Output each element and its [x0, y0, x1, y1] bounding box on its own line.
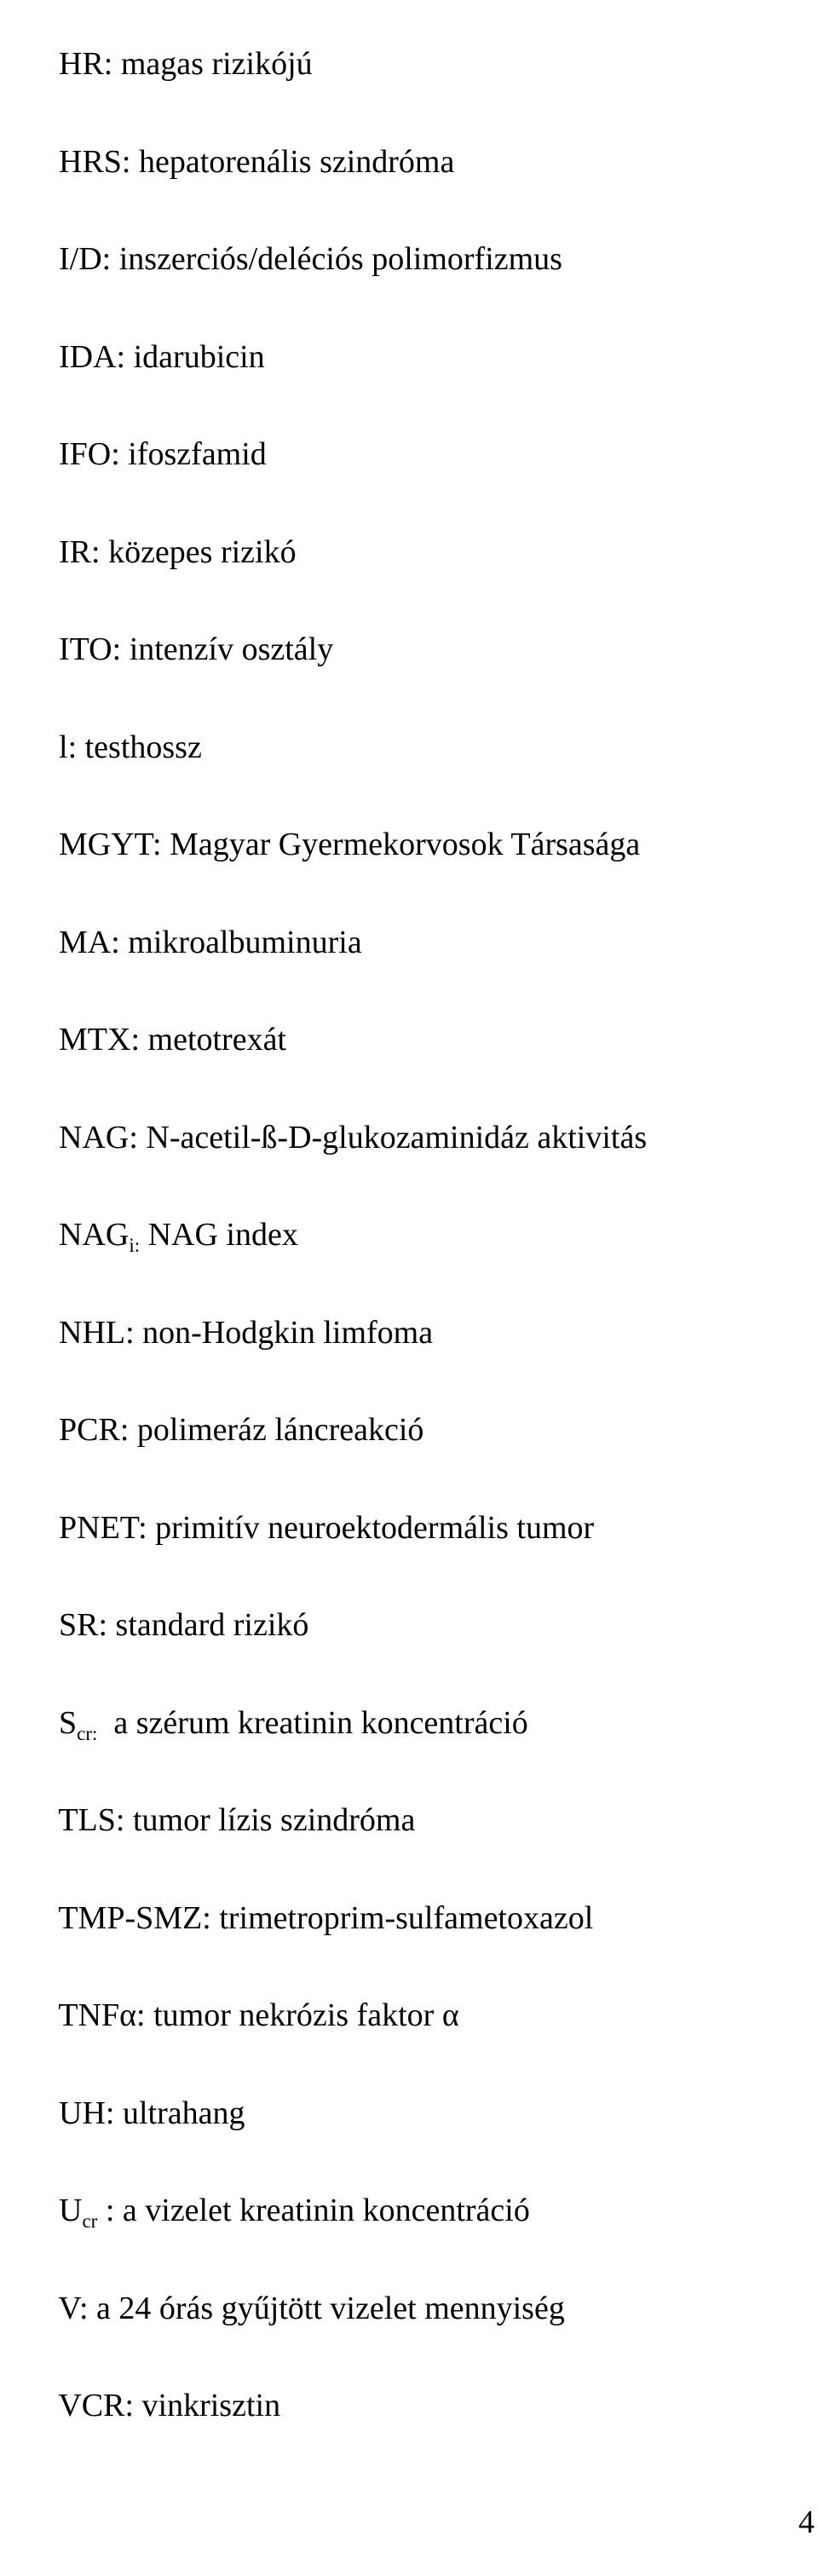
- abbreviation-definition: tumor nekrózis faktor α: [153, 1997, 459, 2033]
- abbreviation-term: UH: [59, 2095, 106, 2131]
- abbreviation-term: VCR: [58, 2388, 125, 2423]
- abbreviation-entry: [10, 488, 297, 570]
- abbreviation-entry: [10, 98, 455, 180]
- abbreviation-definition: mikroalbuminuria: [128, 924, 362, 960]
- abbreviation-term: MA: [59, 924, 112, 960]
- abbreviation-term: S: [59, 1704, 78, 1741]
- abbreviation-term: ITO: [59, 631, 112, 667]
- abbreviation-separator: :: [111, 436, 129, 472]
- abbreviation-entry: [10, 2049, 245, 2131]
- abbreviation-separator: :: [130, 1022, 148, 1057]
- abbreviation-definition: Magyar Gyermekorvosok Társasága: [170, 827, 641, 862]
- abbreviation-subscript: i:: [129, 1235, 141, 1256]
- abbreviation-entry: [10, 1561, 309, 1643]
- abbreviation-entry: [10, 1756, 416, 1838]
- abbreviation-entry: [10, 0, 313, 82]
- abbreviation-entry: [10, 1074, 648, 1155]
- abbreviation-entry: [10, 1366, 424, 1448]
- abbreviation-separator: :: [121, 143, 139, 180]
- abbreviation-term: I/D: [59, 241, 102, 277]
- abbreviation-term: IR: [59, 533, 91, 570]
- abbreviation-separator: :: [129, 1119, 147, 1155]
- abbreviation-term: TNFα: [58, 1997, 137, 2033]
- abbreviation-term: MTX: [59, 1022, 131, 1057]
- abbreviation-entry: [10, 1171, 298, 1256]
- abbreviation-separator: :: [115, 1802, 133, 1838]
- abbreviation-term: HR: [59, 46, 104, 82]
- abbreviation-definition: standard rizikó: [115, 1607, 309, 1643]
- abbreviation-entry: [10, 1951, 459, 2033]
- abbreviation-term: PNET: [59, 1509, 139, 1546]
- abbreviation-entry: [10, 2245, 565, 2326]
- abbreviation-separator: :: [101, 241, 119, 277]
- abbreviation-definition: N-acetil-ß-D-glukozaminidáz aktivitás: [146, 1119, 648, 1155]
- abbreviation-term: IDA: [59, 338, 117, 375]
- abbreviation-separator: :: [119, 1412, 137, 1448]
- abbreviation-entry: [10, 1659, 528, 1744]
- abbreviation-separator: :: [111, 924, 129, 960]
- abbreviation-entry: [10, 976, 286, 1057]
- abbreviation-definition: idarubicin: [133, 338, 265, 375]
- abbreviation-term: HRS: [59, 143, 122, 180]
- abbreviation-definition: testhossz: [84, 729, 202, 765]
- abbreviation-term: NAG: [59, 1217, 130, 1253]
- abbreviation-definition: trimetroprim-sulfametoxazol: [219, 1899, 594, 1936]
- abbreviation-separator: :: [103, 46, 121, 82]
- abbreviation-entry: [10, 195, 562, 277]
- abbreviation-term: U: [59, 2193, 83, 2228]
- abbreviation-entry: [10, 585, 334, 667]
- abbreviation-separator: [97, 1705, 113, 1741]
- abbreviation-separator: :: [125, 1314, 143, 1351]
- abbreviation-definition: a vizelet kreatinin koncentráció: [122, 2193, 530, 2228]
- abbreviation-entry: [10, 1854, 594, 1936]
- abbreviation-definition: primitív neuroektodermális tumor: [155, 1509, 595, 1546]
- abbreviation-definition: inszerciós/deléciós polimorfizmus: [118, 241, 562, 277]
- abbreviation-term: V: [58, 2290, 79, 2326]
- abbreviation-term: MGYT: [59, 827, 153, 862]
- abbreviation-definition: polimeráz láncreakció: [136, 1412, 424, 1448]
- abbreviation-definition: metotrexát: [147, 1022, 286, 1057]
- abbreviation-entry: [10, 781, 641, 862]
- abbreviation-separator: :: [98, 1607, 116, 1643]
- abbreviation-separator: :: [78, 2290, 97, 2326]
- abbreviation-separator: :: [136, 1997, 154, 2033]
- abbreviation-definition: non-Hodgkin limfoma: [142, 1314, 434, 1351]
- abbreviation-subscript: cr: [82, 2210, 98, 2232]
- abbreviation-entry: [10, 1464, 595, 1546]
- page-number: 4: [798, 2504, 815, 2540]
- abbreviation-entry: [10, 1269, 434, 1351]
- abbreviation-entry: [10, 293, 265, 375]
- abbreviation-term: IFO: [59, 436, 112, 472]
- abbreviation-entry: [10, 390, 267, 472]
- abbreviation-definition: hepatorenális szindróma: [138, 143, 455, 180]
- abbreviation-subscript: cr:: [77, 1722, 98, 1744]
- abbreviation-term: TMP-SMZ: [58, 1899, 203, 1936]
- abbreviation-term: l: [59, 729, 68, 765]
- abbreviation-entry: [10, 2342, 281, 2423]
- abbreviation-definition: közepes rizikó: [108, 533, 297, 570]
- abbreviation-entry: [10, 2147, 530, 2232]
- abbreviation-term: NAG: [59, 1119, 130, 1155]
- abbreviation-entry: [10, 683, 202, 765]
- abbreviation-separator: :: [97, 2193, 123, 2228]
- abbreviation-definition: NAG index: [147, 1217, 298, 1253]
- abbreviation-definition: a 24 órás gyűjtött vizelet mennyiség: [96, 2290, 565, 2326]
- abbreviation-separator: :: [112, 631, 130, 667]
- abbreviation-term: PCR: [59, 1412, 120, 1448]
- abbreviation-separator: :: [91, 533, 109, 570]
- abbreviation-definition: ifoszfamid: [128, 436, 267, 472]
- abbreviation-definition: intenzív osztály: [129, 631, 334, 667]
- abbreviation-separator: [140, 1217, 148, 1253]
- abbreviation-definition: magas rizikójú: [120, 46, 313, 82]
- abbreviation-definition: tumor lízis szindróma: [132, 1802, 416, 1838]
- abbreviation-term: NHL: [59, 1314, 126, 1351]
- abbreviation-separator: :: [67, 729, 85, 765]
- abbreviation-separator: :: [124, 2388, 142, 2423]
- abbreviation-separator: :: [138, 1509, 156, 1546]
- abbreviation-definition: vinkrisztin: [141, 2388, 281, 2423]
- abbreviation-definition: a szérum kreatinin koncentráció: [113, 1704, 528, 1741]
- abbreviation-separator: :: [105, 2095, 123, 2131]
- abbreviation-definition: ultrahang: [122, 2095, 245, 2131]
- abbreviation-separator: :: [153, 827, 170, 862]
- abbreviation-entry: [10, 879, 362, 960]
- abbreviation-term: SR: [59, 1607, 99, 1643]
- abbreviation-separator: :: [116, 338, 134, 375]
- abbreviation-separator: :: [202, 1899, 220, 1936]
- abbreviation-term: TLS: [58, 1802, 116, 1838]
